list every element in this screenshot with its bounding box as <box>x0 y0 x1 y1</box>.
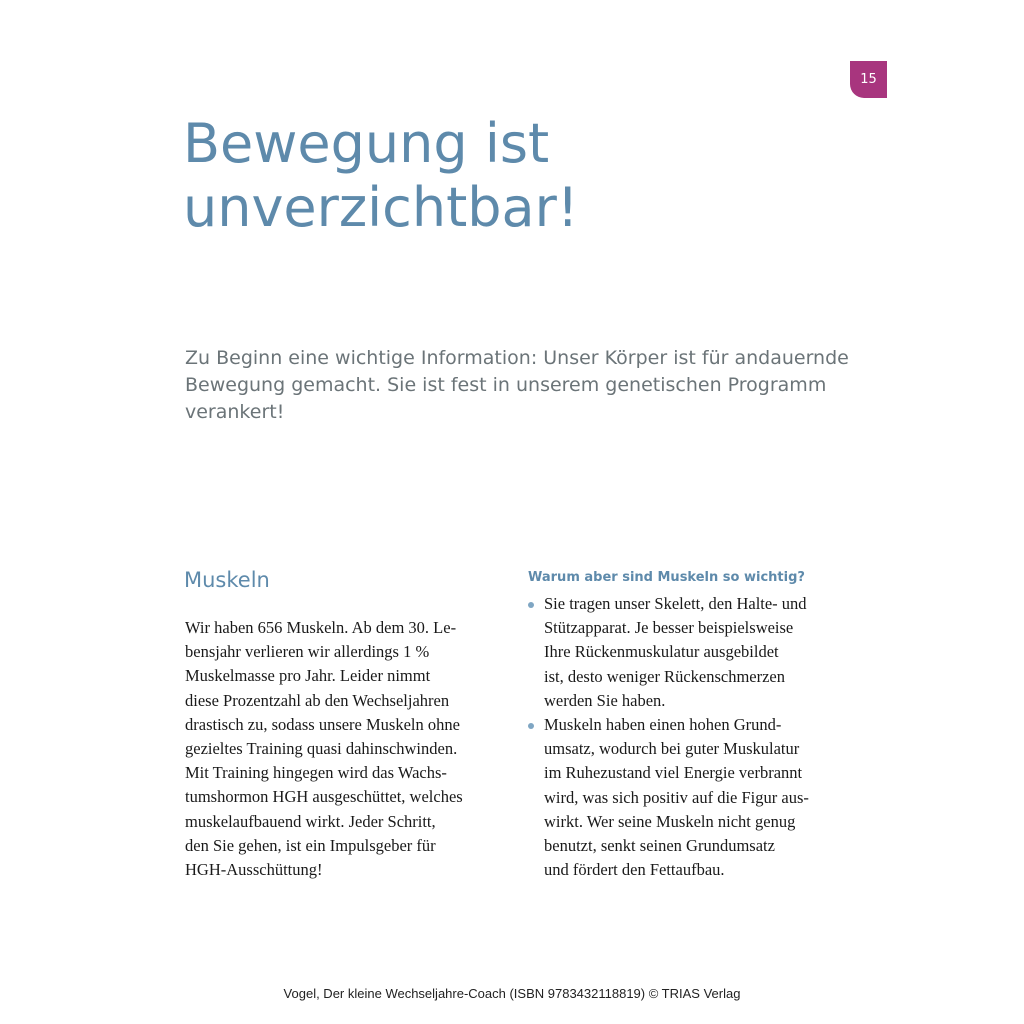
bullet-line: wird, was sich positiv auf die Figur aus- <box>544 787 809 807</box>
bullet-line: umsatz, wodurch bei guter Muskulatur <box>544 739 800 759</box>
bullet-dot-icon <box>528 723 534 729</box>
body-line: den Sie gehen, ist ein Impulsgeber für <box>185 835 436 855</box>
body-line: Wir haben 656 Muskeln. Ab dem 30. Le- <box>185 618 457 637</box>
bullet-list <box>528 592 858 882</box>
intro-line: Bewegung gemacht. Sie ist fest in unserem genetischen Programm <box>185 374 827 396</box>
bullet-line: Stützapparat. Je besser beispielsweise <box>544 618 794 638</box>
intro-paragraph <box>185 345 865 426</box>
section-heading: Muskeln <box>184 568 270 592</box>
title-line: unverzichtbar! <box>183 176 579 239</box>
page-number-tab <box>850 61 887 98</box>
title-line: Bewegung ist <box>183 112 550 175</box>
intro-line: verankert! <box>185 401 285 423</box>
bullet-line: Muskeln haben einen hohen Grund- <box>544 715 782 735</box>
bullet-line: ist, desto weniger Rückenschmerzen <box>544 666 786 686</box>
list-item <box>528 592 858 713</box>
page-title <box>183 112 823 240</box>
bullet-line: im Ruhezustand viel Energie verbrannt <box>544 763 803 783</box>
list-item <box>528 713 858 882</box>
bullet-line: und fördert den Fettaufbau. <box>544 860 725 880</box>
body-line: bensjahr verlieren wir allerdings 1 % <box>185 642 430 662</box>
bullet-dot-icon <box>528 602 534 608</box>
bullet-line: Sie tragen unser Skelett, den Halte- und <box>544 594 807 613</box>
footer-citation: Vogel, Der kleine Wechseljahre-Coach (ISBN 9783432118819) © TRIAS Verlag <box>283 986 741 1001</box>
intro-line: Zu Beginn eine wichtige Information: Unser Körper ist für andauernde <box>185 347 849 369</box>
body-line: tumshormon HGH ausgeschüttet, welches <box>185 787 463 807</box>
body-line: Mit Training hingegen wird das Wachs- <box>185 763 447 783</box>
body-line: Muskelmasse pro Jahr. Leider nimmt <box>185 666 431 686</box>
bullet-line: werden Sie haben. <box>544 690 666 710</box>
body-paragraph <box>185 616 515 882</box>
bullet-line: wirkt. Wer seine Muskeln nicht genug <box>544 811 796 831</box>
body-line: drastisch zu, sodass unsere Muskeln ohne <box>185 714 460 734</box>
body-line: HGH-Ausschüttung! <box>185 860 323 880</box>
bullet-line: Ihre Rückenmuskulatur ausgebildet <box>544 642 779 662</box>
body-line: muskelaufbauend wirkt. Jeder Schritt, <box>185 811 436 831</box>
sidebar-heading: Warum aber sind Muskeln so wichtig? <box>528 570 805 585</box>
bullet-line: benutzt, senkt seinen Grundumsatz <box>544 836 775 856</box>
page-number: 15 <box>860 72 877 87</box>
body-line: gezieltes Training quasi dahinschwinden. <box>185 739 458 759</box>
body-line: diese Prozentzahl ab den Wechseljahren <box>185 690 450 710</box>
